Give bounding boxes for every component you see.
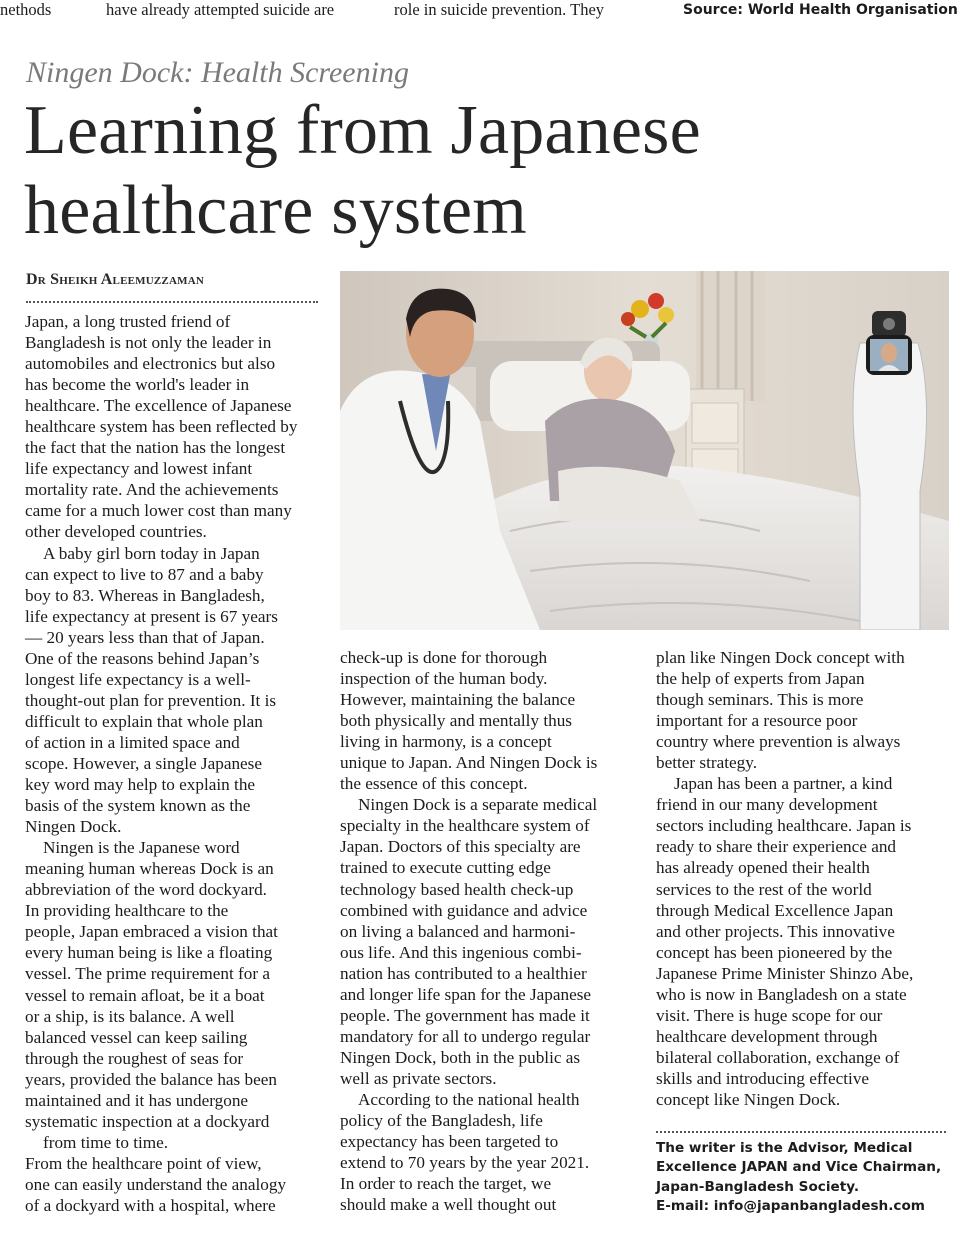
article-text-line: ready to share their experience and	[656, 837, 897, 857]
article-text-line: concept has been pioneered by the	[656, 942, 893, 962]
article-text-line: people. The government has made it	[340, 1005, 590, 1025]
article-text-line: combined with guidance and advice	[340, 900, 588, 920]
previous-article-strip	[0, 0, 968, 22]
article-text-line: plan like Ningen Dock concept with	[656, 648, 905, 667]
article-text-line: healthcare. The excellence of Japanese	[25, 396, 292, 416]
article-text-line: should make a well thought out	[340, 1195, 557, 1215]
article-text-line: A baby girl born today in Japan	[43, 543, 260, 563]
article-text-line: sectors including healthcare. Japan is	[656, 816, 912, 836]
article-text-line: skills and introducing effective	[656, 1068, 870, 1088]
credit-line: Japan-Bangladesh Society.	[656, 1178, 860, 1195]
article-text-line: boy to 83. Whereas in Bangladesh,	[25, 585, 265, 605]
article-text-line: extend to 70 years by the year 2021.	[340, 1153, 590, 1173]
article-text-line: vessel. The prime requirement for a	[25, 964, 270, 984]
article-text-line: came for a much lower cost than many	[25, 501, 292, 521]
article-text-line: living in harmony, is a concept	[340, 732, 552, 752]
article-text-line: thought-out plan for prevention. It is	[25, 690, 277, 710]
article-text-line: Ningen Dock, both in the public as	[340, 1047, 581, 1067]
article-text-line: every human being is like a floating	[25, 943, 273, 963]
article-text-line: healthcare system has been reflected by	[25, 417, 298, 437]
article-text-line: maintained and it has undergone	[25, 1090, 249, 1110]
article-text-line: of a dockyard with a hospital, where	[25, 1195, 276, 1215]
byline-divider	[26, 301, 318, 303]
article-text-line: Bangladesh is not only the leader in	[25, 333, 272, 353]
article-text-line: bilateral collaboration, exchange of	[656, 1047, 900, 1067]
article-text-line: Ningen Dock is a separate medical	[358, 795, 598, 815]
article-text-line: nation has contributed to a healthier	[340, 963, 587, 983]
article-column-2	[340, 647, 640, 1215]
article-text-line: visit. There is huge scope for our	[656, 1005, 883, 1025]
article-text-line: people, Japan embraced a vision that	[25, 922, 278, 942]
article-text-line: basis of the system known as the	[25, 796, 251, 816]
article-text-line: mortality rate. And the achievements	[25, 480, 279, 500]
article-text-line: specialty in the healthcare system of	[340, 816, 590, 836]
hospital-room-illustration	[340, 271, 949, 630]
article-text-line: though seminars. This is more	[656, 690, 864, 710]
article-text-line: or a ship, is its balance. A well	[25, 1006, 235, 1026]
credit-line: Excellence JAPAN and Vice Chairman,	[656, 1159, 942, 1176]
article-text-line: In order to reach the target, we	[340, 1174, 552, 1194]
article-text-line: both physically and mentally thus	[340, 711, 572, 731]
article-text-line: and longer life span for the Japanese	[340, 984, 592, 1004]
article-text-line: scope. However, a single Japanese	[25, 753, 262, 773]
article-text-line: the help of experts from Japan	[656, 669, 865, 689]
article-text-line: ous life. And this ingenious combi-	[340, 942, 582, 962]
article-text-line: difficult to explain that whole plan	[25, 711, 263, 731]
article-text-line: on living a balanced and harmoni-	[340, 921, 576, 941]
article-column-1	[25, 311, 321, 1216]
strip-fragment-3: role in suicide prevention. They	[394, 0, 605, 19]
article-text-line: unique to Japan. And Ningen Dock is	[340, 753, 598, 773]
article-text-line: technology based health check-up	[340, 879, 574, 899]
article-text-line: Ningen is the Japanese word	[43, 838, 240, 858]
article-photo	[340, 271, 949, 630]
article-text-line: services to the rest of the world	[656, 879, 872, 899]
article-text-line: expectancy has been targeted to	[340, 1132, 559, 1152]
article-text-line: Japan, a long trusted friend of	[25, 312, 231, 331]
article-text-line: One of the reasons behind Japan’s	[25, 648, 260, 668]
strip-fragment-2: have already attempted suicide are	[106, 0, 335, 19]
article-text-line: inspection of the human body.	[340, 669, 548, 689]
article-text-line: through Medical Excellence Japan	[656, 900, 894, 920]
article-kicker: Ningen Dock: Health Screening	[26, 56, 409, 89]
credit-line: E-mail: info@japanbangladesh.com	[656, 1197, 925, 1214]
article-text-line: through the roughest of seas for	[25, 1048, 244, 1068]
article-text-line: friend in our many development	[656, 795, 878, 815]
headline-line-2: healthcare system	[24, 172, 527, 249]
article-text-line: country where prevention is always	[656, 732, 901, 752]
headline-line-1: Learning from Japanese	[24, 92, 701, 169]
article-text-line: key word may help to explain the	[25, 775, 256, 795]
article-text-line: healthcare development through	[656, 1026, 878, 1046]
article-text-line: from time to time.	[43, 1132, 169, 1152]
article-text-line: has already opened their health	[656, 858, 870, 878]
byline: Dr Sheikh Aleemuzzaman	[26, 271, 204, 288]
article-column-3	[656, 647, 956, 1110]
article-text-line: balanced vessel can keep sailing	[25, 1027, 248, 1047]
article-text-line: Japanese Prime Minister Shinzo Abe,	[656, 963, 914, 983]
article-text-line: From the healthcare point of view,	[25, 1153, 262, 1173]
article-text-line: Japan has been a partner, a kind	[674, 774, 893, 794]
article-text-line: important for a resource poor	[656, 711, 858, 731]
article-text-line: vessel to remain afloat, be it a boat	[25, 985, 265, 1005]
article-text-line: concept like Ningen Dock.	[656, 1089, 841, 1109]
article-text-line: However, maintaining the balance	[340, 690, 576, 710]
article-text-line: longest life expectancy is a well-	[25, 669, 251, 689]
article-text-line: — 20 years less than that of Japan.	[25, 627, 265, 647]
article-text-line: has become the world's leader in	[25, 375, 250, 395]
article-text-line: life expectancy and lowest infant	[25, 459, 253, 479]
article-headline	[24, 91, 701, 251]
article-text-line: trained to execute cutting edge	[340, 858, 551, 878]
article-text-line: meaning human whereas Dock is an	[25, 859, 274, 879]
article-text-line: better strategy.	[656, 753, 758, 773]
article-text-line: the fact that the nation has the longest	[25, 438, 286, 458]
article-text-line: In providing healthcare to the	[25, 901, 229, 921]
article-text-line: automobiles and electronics but also	[25, 354, 276, 374]
strip-fragment-1: nethods	[0, 0, 52, 19]
article-text-line: mandatory for all to undergo regular	[340, 1026, 591, 1046]
article-text-line: life expectancy at present is 67 years	[25, 606, 278, 626]
article-text-line: one can easily understand the analogy	[25, 1174, 287, 1194]
article-text-line: According to the national health	[358, 1089, 580, 1109]
article-text-line: policy of the Bangladesh, life	[340, 1111, 543, 1131]
credit-divider	[656, 1131, 946, 1133]
article-text-line: the essence of this concept.	[340, 774, 528, 794]
article-text-line: check-up is done for thorough	[340, 648, 548, 667]
chart-source-note: Source: World Health Organisation	[683, 2, 958, 18]
article-text-line: who is now in Bangladesh on a state	[656, 984, 907, 1004]
author-credit	[656, 1139, 956, 1216]
article-text-line: other developed countries.	[25, 522, 207, 542]
article-text-line: well as private sectors.	[340, 1068, 497, 1088]
article-text-line: and other projects. This innovative	[656, 921, 895, 941]
article-text-line: abbreviation of the word dockyard.	[25, 880, 267, 900]
article-text-line: systematic inspection at a dockyard	[25, 1111, 270, 1131]
credit-line: The writer is the Advisor, Medical	[656, 1140, 913, 1156]
article-text-line: Ningen Dock.	[25, 817, 122, 837]
article-text-line: of action in a limited space and	[25, 732, 240, 752]
article-text-line: years, provided the balance has been	[25, 1069, 277, 1089]
article-text-line: Japan. Doctors of this specialty are	[340, 837, 581, 857]
article-text-line: can expect to live to 87 and a baby	[25, 564, 264, 584]
